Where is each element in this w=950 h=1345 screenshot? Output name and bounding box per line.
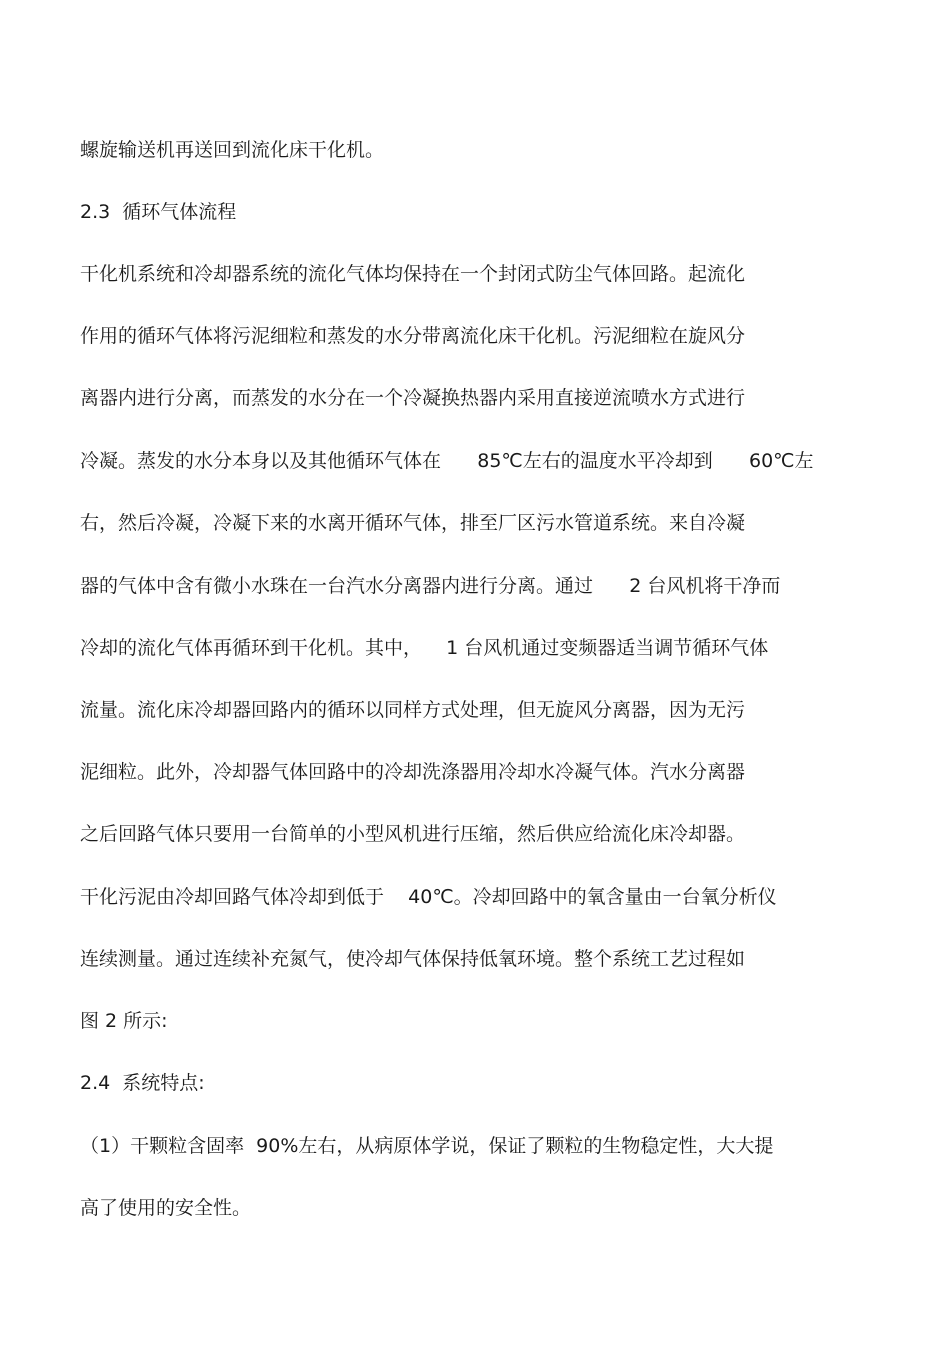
text-line-1: 螺旋输送机再送回到流化床干化机。 (80, 139, 385, 161)
text-line-17: （1）干颗粒含固率 90%左右，从病原体学说，保证了颗粒的生物稳定性，大大提 (80, 1135, 774, 1157)
text-line-9: 冷却的流化气体再循环到干化机。其中， 1 台风机通过变频器适当调节循环气体 (80, 637, 769, 659)
text-line-6: 冷凝。蒸发的水分本身以及其他循环气体在 85℃左右的温度水平冷却到 60℃左 (80, 450, 814, 472)
text-line-13: 干化污泥由冷却回路气体冷却到低于 40℃。冷却回路中的氧含量由一台氧分析仪 (80, 886, 777, 908)
text-line-7: 右，然后冷凝，冷凝下来的水离开循环气体，排至厂区污水管道系统。来自冷凝 (80, 512, 746, 534)
text-line-15: 图 2 所示: (80, 1010, 168, 1032)
section-heading-2-3: 2.3 循环气体流程 (80, 201, 237, 223)
text-line-11: 泥细粒。此外，冷却器气体回路中的冷却洗涤器用冷却水冷凝气体。汽水分离器 (80, 761, 746, 783)
text-line-5: 离器内进行分离，而蒸发的水分在一个冷凝换热器内采用直接逆流喷水方式进行 (80, 387, 746, 409)
text-line-18: 高了使用的安全性。 (80, 1197, 252, 1219)
text-line-14: 连续测量。通过连续补充氮气，使冷却气体保持低氧环境。整个系统工艺过程如 (80, 948, 746, 970)
text-line-4: 作用的循环气体将污泥细粒和蒸发的水分带离流化床干化机。污泥细粒在旋风分 (80, 325, 746, 347)
text-line-8: 器的气体中含有微小水珠在一台汽水分离器内进行分离。通过 2 台风机将干净而 (80, 575, 781, 597)
text-line-12: 之后回路气体只要用一台简单的小型风机进行压缩，然后供应给流化床冷却器。 (80, 823, 746, 845)
text-line-3: 干化机系统和冷却器系统的流化气体均保持在一个封闭式防尘气体回路。起流化 (80, 263, 746, 285)
section-heading-2-4: 2.4 系统特点: (80, 1072, 205, 1094)
text-line-10: 流量。流化床冷却器回路内的循环以同样方式处理，但无旋风分离器，因为无污 (80, 699, 746, 721)
